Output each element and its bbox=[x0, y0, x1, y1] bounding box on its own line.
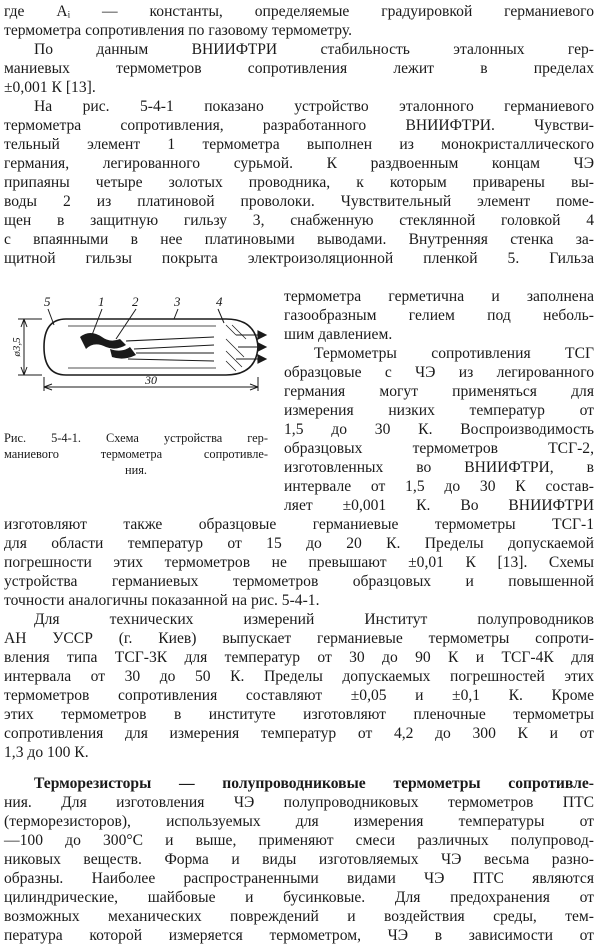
text-line: погрешности этих термометров не превышают ±0,01 К [13]. Схемы bbox=[4, 554, 594, 571]
paragraph-tsg-continued bbox=[4, 515, 594, 610]
text-line: маниевых термометров сопротивления лежит в пределах bbox=[4, 60, 594, 77]
caption-line: ния. bbox=[124, 463, 148, 477]
text-line: термометров сопротивления составляют ±0,05 и ±0,1 К. Кроме bbox=[4, 687, 594, 704]
paragraph-technical bbox=[4, 610, 594, 762]
length-label: 30 bbox=[145, 373, 157, 387]
caption-line: Рис. 5-4-1. Схема устройства гер- bbox=[4, 431, 268, 445]
text-line: интервала от 30 до 50 К. Пределы допускаемых погрешностей этих bbox=[4, 668, 594, 685]
text-line: сопротивления для измерения температур от 4,2 до 300 К и от bbox=[4, 725, 594, 742]
section-run-in-heading: Терморезисторы — полупроводниковые термометры сопротивле- bbox=[34, 775, 594, 792]
text-line: ляет ±0,001 К. Во ВНИИФТРИ bbox=[284, 497, 594, 514]
diameter-label: ø3,5 bbox=[11, 337, 23, 357]
text-line: щитной гильзы покрыта электроизоляционной пленкой 5. Гильза bbox=[4, 250, 594, 267]
text-line: термометра сопротивления, разработанного ВНИИФТРИ. Чувстви- bbox=[4, 117, 594, 134]
text-line: измерения низких температур от bbox=[284, 402, 594, 419]
text-line: 1,5 до 30 К. Воспроизводимость bbox=[284, 421, 594, 438]
text-line: вления типа ТСГ-3К для температур от 30 до 90 К и ТСГ-4К для bbox=[4, 649, 594, 666]
text-line: припаяны четыре золотых проводника, к которым приварены вы- bbox=[4, 174, 594, 191]
text-line: На рис. 5-4-1 показано устройство эталонного германиевого bbox=[34, 98, 594, 115]
text-line: газообразным гелием под неболь- bbox=[284, 307, 594, 324]
text-line: 1,3 до 100 К. bbox=[4, 744, 89, 761]
text-line: щен в защитную гильзу 3, снабженную стеклянной головкой 4 bbox=[4, 212, 594, 229]
text-line: тельный элемент 1 термометра выполнен из монокристаллического bbox=[4, 136, 594, 153]
text-line: изготовляют также образцовые германиевые термометры ТСГ-1 bbox=[4, 516, 594, 533]
text-line: термометра сопротивления по газовому термометру. bbox=[4, 22, 353, 39]
text-line: устройства германиевых термометров образцовых и повышенной bbox=[4, 573, 594, 590]
text-line: интервале от 1,5 до 30 К состав- bbox=[284, 478, 594, 495]
text-line: никовых веществ. Форма и виды изготовляемых ЧЭ весьма разно- bbox=[4, 851, 594, 868]
text-line: ния. Для изготовления ЧЭ полупроводниковых термометров ПТС bbox=[4, 794, 594, 811]
sensing-element bbox=[80, 333, 136, 359]
thermometer-diagram bbox=[4, 295, 268, 395]
platinum-leads bbox=[126, 337, 214, 361]
callout-label: 2 bbox=[132, 295, 139, 309]
text-line: (терморезисторов), используемых для измерения температуры от bbox=[4, 813, 594, 830]
figure-caption bbox=[4, 430, 268, 478]
text-line: где Aᵢ — константы, определяемые градуировкой германиевого bbox=[4, 3, 594, 20]
paragraph-stability bbox=[4, 40, 594, 97]
text-line: Для технических измерений Институт полупроводников bbox=[34, 611, 594, 628]
text-line: этих термометров в институте изготовляют пленочные термометры bbox=[4, 706, 594, 723]
paragraph-constants bbox=[4, 2, 594, 40]
text-line: шим давлением. bbox=[284, 326, 393, 343]
caption-line: маниевого термометра сопротивле- bbox=[4, 447, 268, 461]
paragraph-sheath-wrap bbox=[284, 287, 594, 344]
paragraph-thermistors bbox=[4, 774, 594, 945]
text-line: Термометры сопротивления ТСГ bbox=[314, 345, 594, 362]
text-line: —100 до 300°С и выше, применяют смеси различных полупровод- bbox=[4, 832, 594, 849]
text-line: термометра герметична и заполнена bbox=[284, 288, 594, 305]
text-line: возможных механических повреждений и воздействия среды, тем- bbox=[4, 908, 594, 925]
text-line: воды 2 из платиновой проволоки. Чувствительный элемент поме- bbox=[4, 193, 594, 210]
text-line: ±0,001 К [13]. bbox=[4, 79, 96, 96]
callout-label: 3 bbox=[174, 295, 181, 309]
paragraph-tsg-wrap bbox=[284, 344, 594, 515]
callout-label: 4 bbox=[216, 295, 223, 309]
text-line: для области температур от 15 до 20 К. Пределы допускаемой bbox=[4, 535, 594, 552]
lead-arrows bbox=[236, 331, 266, 363]
sheath-outline bbox=[44, 319, 258, 375]
paragraph-device-description bbox=[4, 97, 594, 268]
text-line: пература которой измеряется термометром, ЧЭ в зависимости от bbox=[4, 927, 594, 944]
text-line: образны. Наиболее распространенными видами ЧЭ ПТС являются bbox=[4, 870, 594, 887]
callout-label: 1 bbox=[98, 295, 105, 309]
text-line: цилиндрические, шайбовые и бусинковые. Для предохранения от bbox=[4, 889, 594, 906]
text-line: точности аналогичны показанной на рис. 5-4-1. bbox=[4, 592, 320, 609]
text-line: изготовленных во ВНИИФТРИ, в bbox=[284, 459, 594, 476]
callout-label: 5 bbox=[44, 295, 51, 309]
text-line: АН УССР (г. Киев) выпускает германиевые термометры сопроти- bbox=[4, 630, 594, 647]
text-line: По данным ВНИИФТРИ стабильность эталонных гер- bbox=[34, 41, 594, 58]
text-line: с впаянными в нее платиновыми выводами. Внутренняя стенка за- bbox=[4, 231, 594, 248]
text-line: образцовые с ЧЭ из легированного bbox=[284, 364, 594, 381]
text-line: германия могут применяться для bbox=[284, 383, 594, 400]
text-line: образцовых термометров ТСГ-2, bbox=[284, 440, 594, 457]
text-line: германия, легированного сурьмой. К раздвоенным концам ЧЭ bbox=[4, 155, 594, 172]
